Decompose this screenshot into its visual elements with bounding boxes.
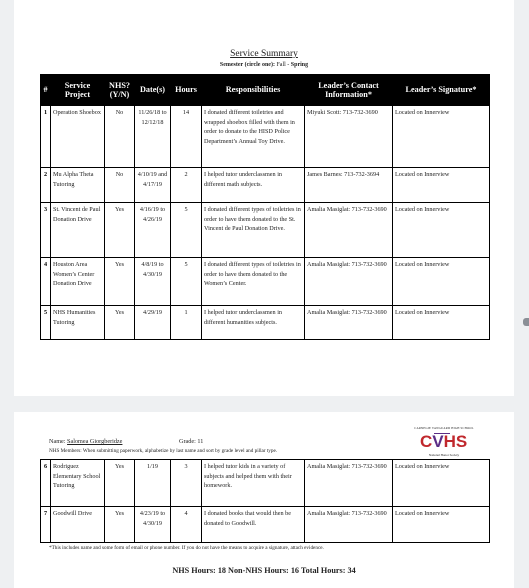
logo-subtitle: National Honor Society — [428, 453, 460, 457]
document-page-2 — [14, 412, 514, 588]
cell-num: 5 — [41, 306, 51, 340]
cell-hours: 14 — [171, 106, 202, 168]
cell-contact: Amalia Masiglat: 713-732-3690 — [305, 258, 393, 306]
cell-contact: Amalia Masiglat: 713-732-3690 — [305, 203, 393, 258]
col-header-num: # — [41, 75, 51, 106]
cell-signature: Located on Innerview — [393, 106, 490, 168]
col-header-nhs: NHS? (Y/N) — [105, 75, 135, 106]
semester-dash: - — [285, 62, 291, 68]
service-summary-title: Service Summary — [230, 49, 298, 59]
table-row — [41, 460, 490, 507]
table-row — [41, 106, 490, 168]
cell-nhs: Yes — [105, 460, 135, 507]
document-page-1 — [14, 0, 514, 396]
table-header-row — [41, 75, 490, 106]
cell-contact: Amalia Masiglat: 713-732-3690 — [305, 507, 393, 543]
cell-contact: Miyuki Scott: 713-732-3690 — [305, 106, 393, 168]
cell-signature: Located on Innerview — [393, 507, 490, 543]
table-row — [41, 306, 490, 340]
cell-num: 1 — [41, 106, 51, 168]
cell-resp: I helped tutor kids in a variety of subjects and helped them with their homework. — [202, 460, 305, 507]
student-grade: Grade: 11 — [179, 438, 204, 445]
cell-project: Houston Area Women’s Center Donation Drive — [51, 258, 105, 306]
logo-school-name: CARNEGIE VANGUARD HIGH SCHOOL — [414, 426, 474, 430]
cell-nhs: Yes — [105, 507, 135, 543]
cell-nhs: Yes — [105, 203, 135, 258]
col-header-dates: Date(s) — [135, 75, 171, 106]
cell-hours: 5 — [171, 203, 202, 258]
semester-spring: Spring — [290, 62, 309, 68]
cell-project: Goodwill Drive — [51, 507, 105, 543]
cell-resp: I donated books that would then be donated to Goodwill. — [202, 507, 305, 543]
cell-signature: Located on Innerview — [393, 460, 490, 507]
cell-dates: 4/29/19 — [135, 306, 171, 340]
cell-signature: Located on Innerview — [393, 168, 490, 203]
cell-dates: 11/26/18 to 12/12/18 — [135, 106, 171, 168]
cell-signature: Located on Innerview — [393, 203, 490, 258]
cell-nhs: No — [105, 106, 135, 168]
cell-project: Rodriguez Elementary School Tutoring — [51, 460, 105, 507]
table-row — [41, 258, 490, 306]
col-header-project: Service Project — [51, 75, 105, 106]
cell-nhs: No — [105, 168, 135, 203]
cell-dates: 4/8/19 to 4/30/19 — [135, 258, 171, 306]
table-row — [41, 507, 490, 543]
nhs-note: NHS Members: When submitting paperwork, alphabetize by last name and sort by grade level and pillar type. — [49, 448, 278, 454]
cell-resp: I donated different types of toiletries in order to have them donated to the St. Vincent de Paul Donation Drive. — [202, 203, 305, 258]
contact-footnote: *This includes name and some form of email or phone number. If you do not have the means to acquire a signature, attach evidence. — [49, 545, 324, 551]
name-label: Name: — [49, 438, 68, 445]
col-header-contact: Leader’s Contact Information* — [305, 75, 393, 106]
cell-signature: Located on Innerview — [393, 258, 490, 306]
cell-hours: 4 — [171, 507, 202, 543]
semester-prefix: Semester (circle one): — [219, 62, 277, 68]
cell-resp: I donated different types of toiletries in order to have them donated to the Women’s Center. — [202, 258, 305, 306]
student-name — [49, 438, 122, 445]
cell-contact: Amalia Masiglat: 713-732-3690 — [305, 460, 393, 507]
name-value: Salomea Giorgberidze — [67, 438, 123, 445]
cell-signature: Located on Innerview — [393, 306, 490, 340]
cvhs-nhs-logo — [398, 426, 490, 460]
col-header-hours: Hours — [171, 75, 202, 106]
scrollbar-handle[interactable] — [523, 318, 529, 326]
cell-resp: I donated different toiletries and wrapped shoebox filled with them in order to donate to the HISD Police Department’s Annual Toy Drive. — [202, 106, 305, 168]
cell-num: 7 — [41, 507, 51, 543]
hours-totals: NHS Hours: 18 Non-NHS Hours: 16 Total Hours: 34 — [172, 566, 356, 575]
cell-hours: 3 — [171, 460, 202, 507]
cell-contact: James Barnes: 713-732-3694 — [305, 168, 393, 203]
cell-project: Operation Shoebox — [51, 106, 105, 168]
semester-line — [14, 62, 514, 68]
cell-num: 3 — [41, 203, 51, 258]
cell-nhs: Yes — [105, 306, 135, 340]
cell-nhs: Yes — [105, 258, 135, 306]
cell-hours: 1 — [171, 306, 202, 340]
cell-num: 4 — [41, 258, 51, 306]
cell-project: NHS Humanities Tutoring — [51, 306, 105, 340]
cell-dates: 4/16/19 to 4/26/19 — [135, 203, 171, 258]
table-row — [41, 168, 490, 203]
service-table-page1 — [40, 74, 490, 340]
logo-wordmark: CVHS — [420, 432, 468, 451]
cell-dates: 1/19 — [135, 460, 171, 507]
cell-dates: 4/10/19 and 4/17/19 — [135, 168, 171, 203]
table-row — [41, 203, 490, 258]
cell-resp: I helped tutor underclassmen in different math subjects. — [202, 168, 305, 203]
cell-num: 2 — [41, 168, 51, 203]
service-table-page2 — [40, 459, 490, 543]
cell-project: St. Vincent de Paul Donation Drive — [51, 203, 105, 258]
cell-num: 6 — [41, 460, 51, 507]
col-header-responsibilities: Responsibilities — [202, 75, 305, 106]
cell-hours: 5 — [171, 258, 202, 306]
semester-fall: Fall — [276, 62, 286, 68]
cell-project: Mu Alpha Theta Tutoring — [51, 168, 105, 203]
cell-hours: 2 — [171, 168, 202, 203]
cell-contact: Amalia Masiglat: 713-732-3690 — [305, 306, 393, 340]
cell-dates: 4/23/19 to 4/30/19 — [135, 507, 171, 543]
cell-resp: I helped tutor underclassmen in different humanities subjects. — [202, 306, 305, 340]
col-header-signature: Leader’s Signature* — [393, 75, 490, 106]
